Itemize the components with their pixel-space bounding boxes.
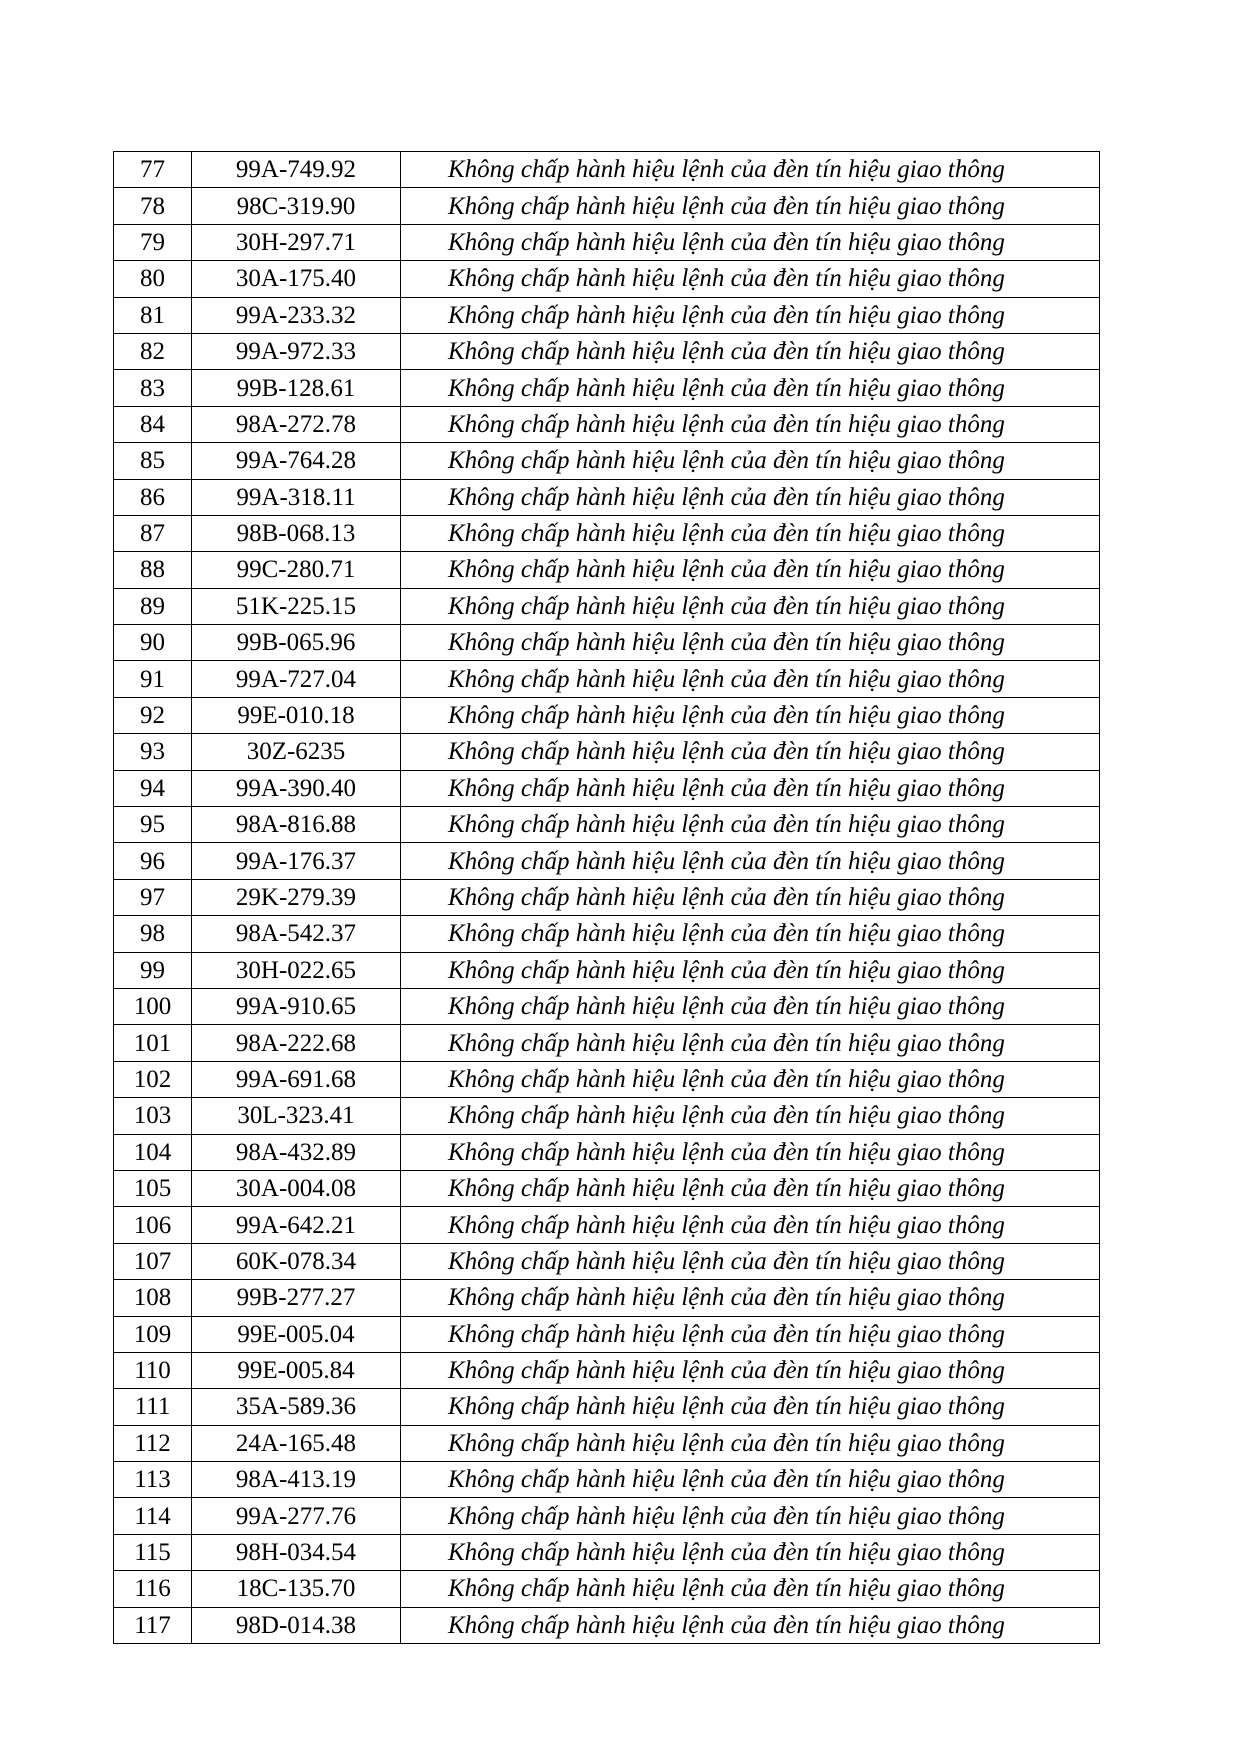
table-row [114, 297, 1100, 333]
row-index-cell: 103 [114, 1098, 192, 1134]
row-index-cell: 88 [114, 552, 192, 588]
table-row [114, 1534, 1100, 1570]
table-row [114, 952, 1100, 988]
table-row [114, 224, 1100, 260]
violation-description-cell: Không chấp hành hiệu lệnh của đèn tín hiệu giao thông [401, 625, 1100, 661]
violation-description-cell: Không chấp hành hiệu lệnh của đèn tín hiệu giao thông [401, 1098, 1100, 1134]
license-plate-cell: 29K-279.39 [192, 879, 401, 915]
violation-description-cell: Không chấp hành hiệu lệnh của đèn tín hiệu giao thông [401, 443, 1100, 479]
license-plate-cell: 18C-135.70 [192, 1571, 401, 1607]
license-plate-cell: 98B-068.13 [192, 515, 401, 551]
table-row [114, 370, 1100, 406]
table-row [114, 443, 1100, 479]
row-index-cell: 78 [114, 188, 192, 224]
table-row [114, 1316, 1100, 1352]
table-row [114, 261, 1100, 297]
license-plate-cell: 99A-390.40 [192, 770, 401, 806]
license-plate-cell: 98A-816.88 [192, 807, 401, 843]
violation-description-cell: Không chấp hành hiệu lệnh của đèn tín hiệu giao thông [401, 1462, 1100, 1498]
license-plate-cell: 30L-323.41 [192, 1098, 401, 1134]
table-row [114, 1389, 1100, 1425]
violation-description-cell: Không chấp hành hiệu lệnh của đèn tín hiệu giao thông [401, 224, 1100, 260]
table-row [114, 697, 1100, 733]
row-index-cell: 86 [114, 479, 192, 515]
license-plate-cell: 99B-277.27 [192, 1280, 401, 1316]
violation-description-cell: Không chấp hành hiệu lệnh của đèn tín hiệu giao thông [401, 297, 1100, 333]
license-plate-cell: 99A-727.04 [192, 661, 401, 697]
row-index-cell: 80 [114, 261, 192, 297]
violation-description-cell: Không chấp hành hiệu lệnh của đèn tín hiệu giao thông [401, 1025, 1100, 1061]
violation-description-cell: Không chấp hành hiệu lệnh của đèn tín hiệu giao thông [401, 1207, 1100, 1243]
violation-description-cell: Không chấp hành hiệu lệnh của đèn tín hiệu giao thông [401, 1170, 1100, 1206]
table-row [114, 916, 1100, 952]
row-index-cell: 92 [114, 697, 192, 733]
license-plate-cell: 60K-078.34 [192, 1243, 401, 1279]
license-plate-cell: 99E-005.04 [192, 1316, 401, 1352]
row-index-cell: 77 [114, 152, 192, 188]
license-plate-cell: 99A-176.37 [192, 843, 401, 879]
table-row [114, 1280, 1100, 1316]
violation-description-cell: Không chấp hành hiệu lệnh của đèn tín hiệu giao thông [401, 1571, 1100, 1607]
table-row [114, 734, 1100, 770]
row-index-cell: 95 [114, 807, 192, 843]
license-plate-cell: 30Z-6235 [192, 734, 401, 770]
license-plate-cell: 98A-222.68 [192, 1025, 401, 1061]
violation-description-cell: Không chấp hành hiệu lệnh của đèn tín hiệu giao thông [401, 1061, 1100, 1097]
violation-description-cell: Không chấp hành hiệu lệnh của đèn tín hiệu giao thông [401, 988, 1100, 1024]
violation-description-cell: Không chấp hành hiệu lệnh của đèn tín hiệu giao thông [401, 1243, 1100, 1279]
table-row [114, 1352, 1100, 1388]
violation-description-cell: Không chấp hành hiệu lệnh của đèn tín hiệu giao thông [401, 1425, 1100, 1461]
license-plate-cell: 99C-280.71 [192, 552, 401, 588]
violation-description-cell: Không chấp hành hiệu lệnh của đèn tín hiệu giao thông [401, 734, 1100, 770]
violation-description-cell: Không chấp hành hiệu lệnh của đèn tín hiệu giao thông [401, 807, 1100, 843]
table-row [114, 588, 1100, 624]
license-plate-cell: 98A-542.37 [192, 916, 401, 952]
row-index-cell: 84 [114, 406, 192, 442]
row-index-cell: 99 [114, 952, 192, 988]
table-row [114, 1207, 1100, 1243]
table-row [114, 625, 1100, 661]
license-plate-cell: 30A-004.08 [192, 1170, 401, 1206]
violation-description-cell: Không chấp hành hiệu lệnh của đèn tín hiệu giao thông [401, 370, 1100, 406]
row-index-cell: 94 [114, 770, 192, 806]
violation-description-cell: Không chấp hành hiệu lệnh của đèn tín hiệu giao thông [401, 879, 1100, 915]
row-index-cell: 101 [114, 1025, 192, 1061]
violation-description-cell: Không chấp hành hiệu lệnh của đèn tín hiệu giao thông [401, 261, 1100, 297]
violation-description-cell: Không chấp hành hiệu lệnh của đèn tín hiệu giao thông [401, 843, 1100, 879]
row-index-cell: 107 [114, 1243, 192, 1279]
license-plate-cell: 99A-318.11 [192, 479, 401, 515]
row-index-cell: 81 [114, 297, 192, 333]
row-index-cell: 106 [114, 1207, 192, 1243]
violation-description-cell: Không chấp hành hiệu lệnh của đèn tín hiệu giao thông [401, 152, 1100, 188]
row-index-cell: 100 [114, 988, 192, 1024]
violation-description-cell: Không chấp hành hiệu lệnh của đèn tín hiệu giao thông [401, 406, 1100, 442]
license-plate-cell: 99E-005.84 [192, 1352, 401, 1388]
table-row [114, 1134, 1100, 1170]
violation-description-cell: Không chấp hành hiệu lệnh của đèn tín hiệu giao thông [401, 1134, 1100, 1170]
table-row [114, 152, 1100, 188]
license-plate-cell: 99B-128.61 [192, 370, 401, 406]
table-row [114, 552, 1100, 588]
license-plate-cell: 99A-764.28 [192, 443, 401, 479]
violation-description-cell: Không chấp hành hiệu lệnh của đèn tín hiệu giao thông [401, 1498, 1100, 1534]
violation-description-cell: Không chấp hành hiệu lệnh của đèn tín hiệu giao thông [401, 1352, 1100, 1388]
row-index-cell: 112 [114, 1425, 192, 1461]
table-row [114, 843, 1100, 879]
row-index-cell: 114 [114, 1498, 192, 1534]
table-row [114, 515, 1100, 551]
license-plate-cell: 35A-589.36 [192, 1389, 401, 1425]
table-row [114, 1571, 1100, 1607]
violation-description-cell: Không chấp hành hiệu lệnh của đèn tín hiệu giao thông [401, 1280, 1100, 1316]
violation-description-cell: Không chấp hành hiệu lệnh của đèn tín hiệu giao thông [401, 552, 1100, 588]
row-index-cell: 79 [114, 224, 192, 260]
row-index-cell: 89 [114, 588, 192, 624]
row-index-cell: 109 [114, 1316, 192, 1352]
table-row [114, 807, 1100, 843]
violation-description-cell: Không chấp hành hiệu lệnh của đèn tín hiệu giao thông [401, 479, 1100, 515]
row-index-cell: 104 [114, 1134, 192, 1170]
row-index-cell: 116 [114, 1571, 192, 1607]
row-index-cell: 83 [114, 370, 192, 406]
table-row [114, 661, 1100, 697]
license-plate-cell: 99B-065.96 [192, 625, 401, 661]
row-index-cell: 93 [114, 734, 192, 770]
table-row [114, 1607, 1100, 1643]
table-row [114, 1498, 1100, 1534]
table-row [114, 988, 1100, 1024]
table-row [114, 1462, 1100, 1498]
violations-table [113, 151, 1100, 1644]
row-index-cell: 117 [114, 1607, 192, 1643]
license-plate-cell: 98D-014.38 [192, 1607, 401, 1643]
violation-description-cell: Không chấp hành hiệu lệnh của đèn tín hiệu giao thông [401, 1607, 1100, 1643]
table-row [114, 1025, 1100, 1061]
row-index-cell: 82 [114, 333, 192, 369]
violation-description-cell: Không chấp hành hiệu lệnh của đèn tín hiệu giao thông [401, 188, 1100, 224]
row-index-cell: 105 [114, 1170, 192, 1206]
license-plate-cell: 30H-022.65 [192, 952, 401, 988]
license-plate-cell: 99A-233.32 [192, 297, 401, 333]
violation-description-cell: Không chấp hành hiệu lệnh của đèn tín hiệu giao thông [401, 1316, 1100, 1352]
violation-description-cell: Không chấp hành hiệu lệnh của đèn tín hiệu giao thông [401, 333, 1100, 369]
license-plate-cell: 99A-691.68 [192, 1061, 401, 1097]
row-index-cell: 111 [114, 1389, 192, 1425]
row-index-cell: 110 [114, 1352, 192, 1388]
violation-description-cell: Không chấp hành hiệu lệnh của đèn tín hiệu giao thông [401, 770, 1100, 806]
row-index-cell: 96 [114, 843, 192, 879]
violation-description-cell: Không chấp hành hiệu lệnh của đèn tín hiệu giao thông [401, 1534, 1100, 1570]
violation-description-cell: Không chấp hành hiệu lệnh của đèn tín hiệu giao thông [401, 697, 1100, 733]
license-plate-cell: 24A-165.48 [192, 1425, 401, 1461]
row-index-cell: 115 [114, 1534, 192, 1570]
license-plate-cell: 99A-749.92 [192, 152, 401, 188]
row-index-cell: 102 [114, 1061, 192, 1097]
violation-description-cell: Không chấp hành hiệu lệnh của đèn tín hiệu giao thông [401, 1389, 1100, 1425]
violation-description-cell: Không chấp hành hiệu lệnh của đèn tín hiệu giao thông [401, 952, 1100, 988]
row-index-cell: 90 [114, 625, 192, 661]
table-row [114, 770, 1100, 806]
table-row [114, 879, 1100, 915]
violation-description-cell: Không chấp hành hiệu lệnh của đèn tín hiệu giao thông [401, 916, 1100, 952]
license-plate-cell: 30H-297.71 [192, 224, 401, 260]
license-plate-cell: 99A-642.21 [192, 1207, 401, 1243]
license-plate-cell: 99E-010.18 [192, 697, 401, 733]
license-plate-cell: 99A-910.65 [192, 988, 401, 1024]
table-row [114, 1243, 1100, 1279]
violation-description-cell: Không chấp hành hiệu lệnh của đèn tín hiệu giao thông [401, 661, 1100, 697]
row-index-cell: 113 [114, 1462, 192, 1498]
table-row [114, 406, 1100, 442]
violations-table-body [114, 152, 1100, 1644]
license-plate-cell: 51K-225.15 [192, 588, 401, 624]
license-plate-cell: 98A-413.19 [192, 1462, 401, 1498]
row-index-cell: 85 [114, 443, 192, 479]
license-plate-cell: 98C-319.90 [192, 188, 401, 224]
license-plate-cell: 99A-972.33 [192, 333, 401, 369]
license-plate-cell: 98H-034.54 [192, 1534, 401, 1570]
row-index-cell: 87 [114, 515, 192, 551]
table-row [114, 1425, 1100, 1461]
license-plate-cell: 99A-277.76 [192, 1498, 401, 1534]
table-row [114, 1170, 1100, 1206]
row-index-cell: 98 [114, 916, 192, 952]
table-row [114, 333, 1100, 369]
violation-description-cell: Không chấp hành hiệu lệnh của đèn tín hiệu giao thông [401, 588, 1100, 624]
table-row [114, 188, 1100, 224]
table-row [114, 479, 1100, 515]
row-index-cell: 108 [114, 1280, 192, 1316]
license-plate-cell: 30A-175.40 [192, 261, 401, 297]
table-row [114, 1098, 1100, 1134]
violation-description-cell: Không chấp hành hiệu lệnh của đèn tín hiệu giao thông [401, 515, 1100, 551]
license-plate-cell: 98A-272.78 [192, 406, 401, 442]
table-row [114, 1061, 1100, 1097]
license-plate-cell: 98A-432.89 [192, 1134, 401, 1170]
row-index-cell: 97 [114, 879, 192, 915]
row-index-cell: 91 [114, 661, 192, 697]
